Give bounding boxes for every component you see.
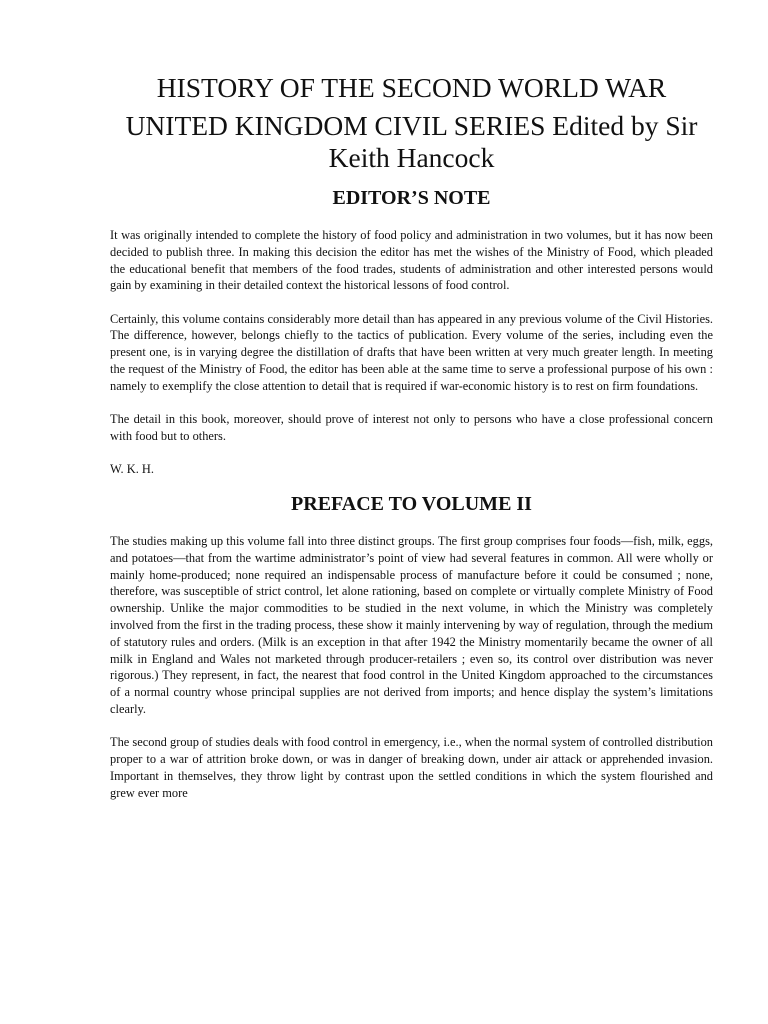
preface-paragraph-1: The studies making up this volume fall into three distinct groups. The first group comprises four foods—fish, milk, eggs, and potatoes—that from the wartime administrator’s point of view had several features in common. All were wholly or mainly home-produced; none required an indispensable process of manufacture before it could be consumed ; none, therefore, was susceptible of strict control, let alone rationing, based on complete or virtually complete Ministry of Food ownership. Unlike the major commodities to be studied in the next volume, in which the Ministry was completely involved from the first in the trading process, these show it mainly intervening by way of regulation, through the medium of statutory rules and orders. (Milk is an exception in that after 1942 the Ministry momentarily became the owner of all milk in England and Wales not marketed through producer-retailers ; even so, its control over distribution was never rigorous.) They represent, in fact, the nearest that food control in the United Kingdom approached to the circumstances of a normal country whose principal supplies are not derived from imports; and hence display the system’s limitations clearly.	[110, 534, 713, 717]
editor-signature: W. K. H.	[110, 462, 154, 477]
editors-note-heading: EDITOR’S NOTE	[332, 187, 491, 209]
editors-note-paragraph-3: The detail in this book, moreover, should prove of interest not only to persons who have a close professional concern with food but to others.	[110, 412, 713, 443]
editors-note-paragraph-2: Certainly, this volume contains considerably more detail than has appeared in any previous volume of the Civil Histories. The difference, however, belongs chiefly to the tactics of publication. Every volume of the series, including even the present one, is in varying degree the distillation of drafts that have been written at very much greater length. In meeting the request of the Ministry of Food, the editor has been able at the same time to serve a professional purpose of his own : namely to exemplify the close attention to detail that is required if war-economic history is to rest on firm foundations.	[110, 311, 713, 393]
preface-heading: PREFACE TO VOLUME II	[291, 493, 532, 516]
preface-paragraph-2: The second group of studies deals with food control in emergency, i.e., when the normal system of controlled distribution proper to a war of attrition broke down, or was in danger of breaking down, under air attack or apprehended invasion. Important in themselves, they throw light by contrast upon the settled conditions in which the system flourished and grew ever more	[110, 735, 713, 800]
series-title: UNITED KINGDOM CIVIL SERIES Edited by Sir Keith Hancock	[125, 110, 698, 173]
document-title: HISTORY OF THE SECOND WORLD WAR	[156, 72, 667, 103]
editors-note-paragraph-1: It was originally intended to complete the history of food policy and administration in two volumes, but it has now been decided to publish three. In making this decision the editor has met the wishes of the Ministry of Food, which pleaded the educational benefit that members of the food trades, students of administration and other interested persons would gain by examining in their detailed context the historical lessons of food control.	[110, 228, 713, 293]
